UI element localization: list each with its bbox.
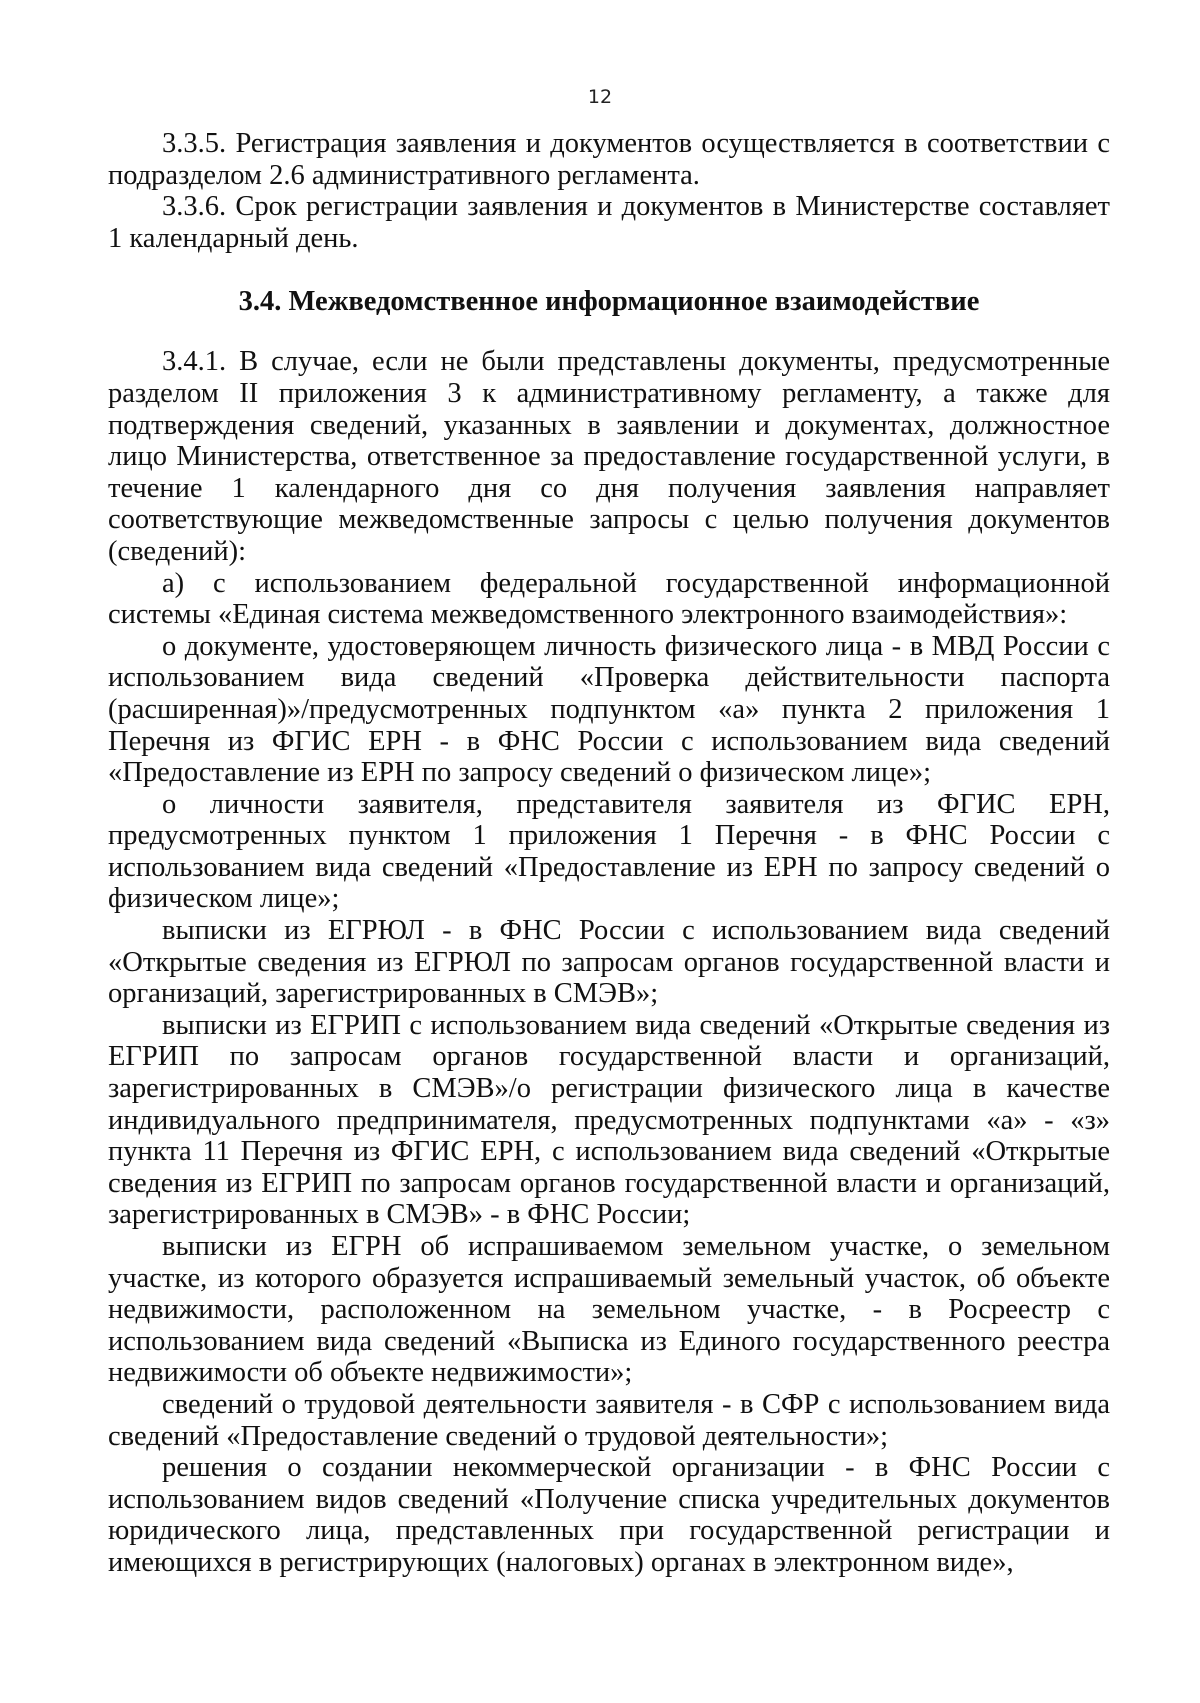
paragraph-nonprofit-decision: решения о создании некоммерческой организации - в ФНС России с использованием видов сведений «Получение списка учредительных документов юридического лица, представленных при государственной регистрации и имеющихся в регистрирующих (налоговых) органах в электронном виде», <box>108 1452 1110 1578</box>
page-number: 12 <box>587 86 613 108</box>
paragraph-identity-document: о документе, удостоверяющем личность физического лица - в МВД России с использованием вида сведений «Проверка действительности паспорта (расширенная)»/предусмотренных подпунктом «а» пункта 2 приложения 1 Перечня из ФГИС ЕРН - в ФНС России с использованием вида сведений «Предоставление из ЕРН по запросу сведений о физическом лице»; <box>108 630 1110 789</box>
paragraph-labor-activity: сведений о трудовой деятельности заявителя - в СФР с использованием вида сведений «Предоставление сведений о трудовой деятельности»; <box>108 1388 1110 1452</box>
paragraph-item-a: а) с использованием федеральной государственной информационной системы «Единая система межведомственного электронного взаимодействия»: <box>108 567 1110 631</box>
paragraph-3-3-5: 3.3.5. Регистрация заявления и документов осуществляется в соответствии с подразделом 2.6 административного регламента. <box>108 128 1110 191</box>
document-body <box>108 128 1110 1579</box>
paragraph-3-3-6: 3.3.6. Срок регистрации заявления и документов в Министерстве составляет 1 календарный день. <box>108 191 1110 254</box>
paragraph-applicant-identity: о личности заявителя, представителя заявителя из ФГИС ЕРН, предусмотренных пунктом 1 приложения 1 Перечня - в ФНС России с использованием вида сведений «Предоставление из ЕРН по запросу сведений о физическом лице»; <box>108 788 1110 915</box>
paragraph-3-4-1: 3.4.1. В случае, если не были представлены документы, предусмотренные разделом II приложения 3 к административному регламенту, а также для подтверждения сведений, указанных в заявлении и документах, должностное лицо Министерства, ответственное за предоставление государственной услуги, в течение 1 календарного дня со дня получения заявления направляет соответствующие межведомственные запросы с целью получения документов (сведений): <box>108 346 1110 567</box>
paragraph-egrip-extract: выписки из ЕГРИП с использованием вида сведений «Открытые сведения из ЕГРИП по запросам органов государственной власти и организаций, зарегистрированных в СМЭВ»/о регистрации физического лица в качестве индивидуального предпринимателя, предусмотренных подпунктами «а» - «з» пункта 11 Перечня из ФГИС ЕРН, с использованием вида сведений «Открытые сведения из ЕГРИП по запросам органов государственной власти и организаций, зарегистрированных в СМЭВ» - в ФНС России; <box>108 1009 1110 1231</box>
paragraph-egrn-extract: выписки из ЕГРН об испрашиваемом земельном участке, о земельном участке, из которого образуется испрашиваемый земельный участок, об объекте недвижимости, расположенном на земельном участке, - в Росреестр с использованием вида сведений «Выписка из Единого государственного реестра недвижимости об объекте недвижимости»; <box>108 1231 1110 1389</box>
paragraph-egrul-extract: выписки из ЕГРЮЛ - в ФНС России с использованием вида сведений «Открытые сведения из ЕГРЮЛ по запросам органов государственной власти и организаций, зарегистрированных в СМЭВ»; <box>108 915 1110 1010</box>
section-heading: 3.4. Межведомственное информационное взаимодействие <box>238 286 980 318</box>
